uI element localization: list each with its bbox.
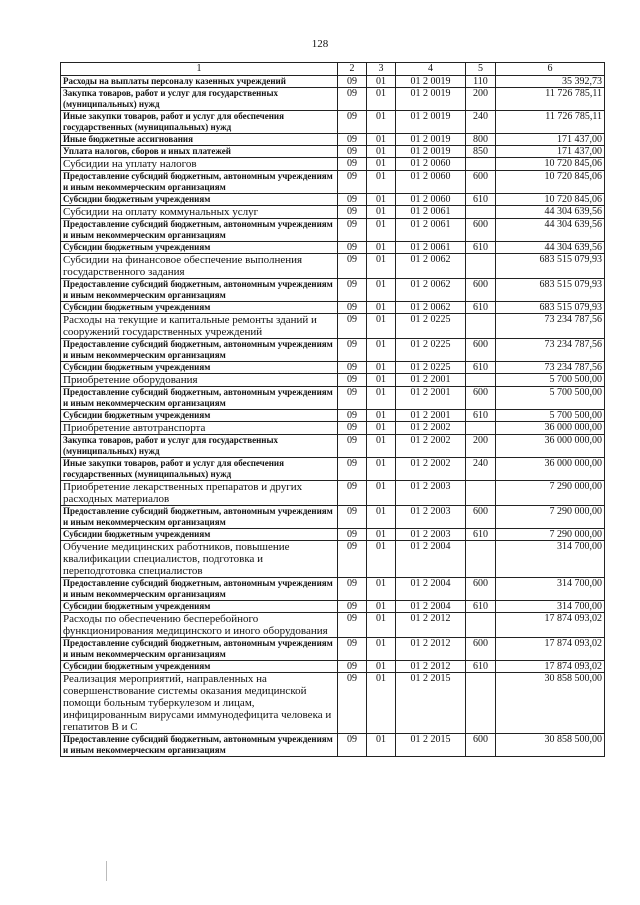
subsection-code-cell: 01 — [367, 613, 396, 638]
header-col-3: 3 — [367, 63, 396, 76]
expense-type-cell: 600 — [466, 387, 496, 410]
subsection-code-cell: 01 — [367, 506, 396, 529]
target-article-cell: 01 2 2004 — [396, 601, 466, 613]
table-body — [61, 76, 605, 757]
subsection-code-cell: 01 — [367, 158, 396, 171]
table-row — [61, 314, 605, 339]
subsection-code-cell: 01 — [367, 194, 396, 206]
row-name-cell: Уплата налогов, сборов и иных платежей — [61, 146, 338, 158]
budget-table — [60, 62, 605, 757]
section-code-cell: 09 — [338, 362, 367, 374]
table-row — [61, 506, 605, 529]
row-name-cell: Иные бюджетные ассигнования — [61, 134, 338, 146]
target-article-cell: 01 2 0061 — [396, 206, 466, 219]
subsection-code-cell: 01 — [367, 146, 396, 158]
table-row — [61, 88, 605, 111]
row-name-cell: Предоставление субсидий бюджетным, автономным учреждениям и иным некоммерческим организациям — [61, 171, 338, 194]
expense-type-cell — [466, 422, 496, 435]
target-article-cell: 01 2 2012 — [396, 661, 466, 673]
expense-type-cell: 600 — [466, 219, 496, 242]
subsection-code-cell: 01 — [367, 88, 396, 111]
row-name-cell: Субсидии бюджетным учреждениям — [61, 242, 338, 254]
table-row — [61, 578, 605, 601]
target-article-cell: 01 2 2015 — [396, 673, 466, 734]
row-name-cell: Предоставление субсидий бюджетным, автономным учреждениям и иным некоммерческим организациям — [61, 734, 338, 757]
expense-type-cell — [466, 481, 496, 506]
table-row — [61, 302, 605, 314]
amount-cell: 35 392,73 — [496, 76, 605, 88]
expense-type-cell: 610 — [466, 302, 496, 314]
section-code-cell: 09 — [338, 146, 367, 158]
table-row — [61, 206, 605, 219]
section-code-cell: 09 — [338, 481, 367, 506]
section-code-cell: 09 — [338, 613, 367, 638]
expense-type-cell — [466, 673, 496, 734]
table-row — [61, 76, 605, 88]
table-row — [61, 613, 605, 638]
subsection-code-cell: 01 — [367, 529, 396, 541]
target-article-cell: 01 2 2002 — [396, 435, 466, 458]
table-row — [61, 481, 605, 506]
amount-cell: 73 234 787,56 — [496, 314, 605, 339]
table-row — [61, 254, 605, 279]
target-article-cell: 01 2 0019 — [396, 134, 466, 146]
section-code-cell: 09 — [338, 134, 367, 146]
expense-type-cell: 240 — [466, 458, 496, 481]
target-article-cell: 01 2 2004 — [396, 578, 466, 601]
row-name-cell: Закупка товаров, работ и услуг для государственных (муниципальных) нужд — [61, 435, 338, 458]
section-code-cell: 09 — [338, 673, 367, 734]
table-row — [61, 529, 605, 541]
section-code-cell: 09 — [338, 314, 367, 339]
expense-type-cell: 600 — [466, 339, 496, 362]
table-row — [61, 362, 605, 374]
amount-cell: 7 290 000,00 — [496, 529, 605, 541]
subsection-code-cell: 01 — [367, 422, 396, 435]
subsection-code-cell: 01 — [367, 279, 396, 302]
row-name-cell: Закупка товаров, работ и услуг для государственных (муниципальных) нужд — [61, 88, 338, 111]
table-row — [61, 458, 605, 481]
expense-type-cell: 610 — [466, 362, 496, 374]
amount-cell: 314 700,00 — [496, 578, 605, 601]
section-code-cell: 09 — [338, 661, 367, 673]
target-article-cell: 01 2 2012 — [396, 638, 466, 661]
subsection-code-cell: 01 — [367, 374, 396, 387]
table-row — [61, 134, 605, 146]
expense-type-cell: 610 — [466, 661, 496, 673]
section-code-cell: 09 — [338, 206, 367, 219]
row-name-cell: Иные закупки товаров, работ и услуг для обеспечения государственных (муниципальных) нужд — [61, 458, 338, 481]
subsection-code-cell: 01 — [367, 541, 396, 578]
subsection-code-cell: 01 — [367, 206, 396, 219]
target-article-cell: 01 2 0062 — [396, 279, 466, 302]
section-code-cell: 09 — [338, 734, 367, 757]
target-article-cell: 01 2 2002 — [396, 422, 466, 435]
expense-type-cell: 200 — [466, 435, 496, 458]
row-name-cell: Субсидии на уплату налогов — [61, 158, 338, 171]
section-code-cell: 09 — [338, 374, 367, 387]
section-code-cell: 09 — [338, 578, 367, 601]
section-code-cell: 09 — [338, 219, 367, 242]
row-name-cell: Субсидии бюджетным учреждениям — [61, 194, 338, 206]
table-row — [61, 374, 605, 387]
expense-type-cell: 110 — [466, 76, 496, 88]
target-article-cell: 01 2 0225 — [396, 362, 466, 374]
target-article-cell: 01 2 0060 — [396, 171, 466, 194]
amount-cell: 73 234 787,56 — [496, 362, 605, 374]
expense-type-cell: 600 — [466, 578, 496, 601]
table-header-row — [61, 63, 605, 76]
section-code-cell: 09 — [338, 279, 367, 302]
amount-cell: 11 726 785,11 — [496, 88, 605, 111]
target-article-cell: 01 2 2003 — [396, 529, 466, 541]
target-article-cell: 01 2 2003 — [396, 481, 466, 506]
target-article-cell: 01 2 0062 — [396, 254, 466, 279]
target-article-cell: 01 2 2001 — [396, 387, 466, 410]
row-name-cell: Реализация мероприятий, направленных на совершенствование системы оказания медицинской помощи больным туберкулезом и лицам, инфицированным вирусами иммунодефицита человека и гепатитов В и С — [61, 673, 338, 734]
expense-type-cell: 610 — [466, 242, 496, 254]
target-article-cell: 01 2 2004 — [396, 541, 466, 578]
amount-cell: 36 000 000,00 — [496, 435, 605, 458]
subsection-code-cell: 01 — [367, 314, 396, 339]
expense-type-cell — [466, 374, 496, 387]
row-name-cell: Иные закупки товаров, работ и услуг для обеспечения государственных (муниципальных) нужд — [61, 111, 338, 134]
row-name-cell: Предоставление субсидий бюджетным, автономным учреждениям и иным некоммерческим организациям — [61, 638, 338, 661]
subsection-code-cell: 01 — [367, 734, 396, 757]
target-article-cell: 01 2 0225 — [396, 314, 466, 339]
subsection-code-cell: 01 — [367, 302, 396, 314]
table-row — [61, 194, 605, 206]
section-code-cell: 09 — [338, 302, 367, 314]
header-col-4: 4 — [396, 63, 466, 76]
target-article-cell: 01 2 0062 — [396, 302, 466, 314]
table-row — [61, 673, 605, 734]
expense-type-cell: 600 — [466, 279, 496, 302]
expense-type-cell — [466, 613, 496, 638]
target-article-cell: 01 2 0061 — [396, 242, 466, 254]
table-row — [61, 171, 605, 194]
section-code-cell: 09 — [338, 194, 367, 206]
row-name-cell: Субсидии бюджетным учреждениям — [61, 410, 338, 422]
table-row — [61, 387, 605, 410]
amount-cell: 10 720 845,06 — [496, 158, 605, 171]
header-col-2: 2 — [338, 63, 367, 76]
amount-cell: 5 700 500,00 — [496, 387, 605, 410]
subsection-code-cell: 01 — [367, 481, 396, 506]
expense-type-cell — [466, 158, 496, 171]
section-code-cell: 09 — [338, 541, 367, 578]
table-row — [61, 638, 605, 661]
expense-type-cell — [466, 206, 496, 219]
amount-cell: 5 700 500,00 — [496, 374, 605, 387]
section-code-cell: 09 — [338, 458, 367, 481]
expense-type-cell: 610 — [466, 529, 496, 541]
amount-cell: 11 726 785,11 — [496, 111, 605, 134]
amount-cell: 171 437,00 — [496, 146, 605, 158]
subsection-code-cell: 01 — [367, 458, 396, 481]
amount-cell: 10 720 845,06 — [496, 171, 605, 194]
amount-cell: 7 290 000,00 — [496, 506, 605, 529]
row-name-cell: Расходы на текущие и капитальные ремонты зданий и сооружений государственных учреждений — [61, 314, 338, 339]
amount-cell: 30 858 500,00 — [496, 673, 605, 734]
row-name-cell: Расходы по обеспечению бесперебойного функционирования медицинского и иного оборудования — [61, 613, 338, 638]
table-row — [61, 339, 605, 362]
subsection-code-cell: 01 — [367, 171, 396, 194]
row-name-cell: Предоставление субсидий бюджетным, автономным учреждениям и иным некоммерческим организациям — [61, 578, 338, 601]
expense-type-cell: 240 — [466, 111, 496, 134]
subsection-code-cell: 01 — [367, 339, 396, 362]
section-code-cell: 09 — [338, 506, 367, 529]
target-article-cell: 01 2 0061 — [396, 219, 466, 242]
row-name-cell: Обучение медицинских работников, повышение квалификации специалистов, подготовка и переподготовка специалистов — [61, 541, 338, 578]
table-row — [61, 410, 605, 422]
amount-cell: 17 874 093,02 — [496, 638, 605, 661]
target-article-cell: 01 2 0019 — [396, 146, 466, 158]
expense-type-cell: 610 — [466, 194, 496, 206]
expense-type-cell: 600 — [466, 734, 496, 757]
target-article-cell: 01 2 2012 — [396, 613, 466, 638]
table-row — [61, 541, 605, 578]
target-article-cell: 01 2 0225 — [396, 339, 466, 362]
scan-artifact-line — [106, 861, 107, 881]
expense-type-cell: 850 — [466, 146, 496, 158]
section-code-cell: 09 — [338, 171, 367, 194]
target-article-cell: 01 2 0060 — [396, 158, 466, 171]
amount-cell: 44 304 639,56 — [496, 206, 605, 219]
amount-cell: 683 515 079,93 — [496, 279, 605, 302]
target-article-cell: 01 2 0019 — [396, 76, 466, 88]
subsection-code-cell: 01 — [367, 134, 396, 146]
amount-cell: 683 515 079,93 — [496, 302, 605, 314]
row-name-cell: Субсидии бюджетным учреждениям — [61, 601, 338, 613]
amount-cell: 171 437,00 — [496, 134, 605, 146]
section-code-cell: 09 — [338, 435, 367, 458]
subsection-code-cell: 01 — [367, 242, 396, 254]
subsection-code-cell: 01 — [367, 76, 396, 88]
row-name-cell: Приобретение автотранспорта — [61, 422, 338, 435]
amount-cell: 17 874 093,02 — [496, 613, 605, 638]
row-name-cell: Предоставление субсидий бюджетным, автономным учреждениям и иным некоммерческим организациям — [61, 506, 338, 529]
row-name-cell: Приобретение оборудования — [61, 374, 338, 387]
amount-cell: 683 515 079,93 — [496, 254, 605, 279]
table-row — [61, 242, 605, 254]
subsection-code-cell: 01 — [367, 578, 396, 601]
table-row — [61, 661, 605, 673]
subsection-code-cell: 01 — [367, 111, 396, 134]
expense-type-cell: 610 — [466, 410, 496, 422]
header-col-6: 6 — [496, 63, 605, 76]
row-name-cell: Субсидии на финансовое обеспечение выполнения государственного задания — [61, 254, 338, 279]
subsection-code-cell: 01 — [367, 254, 396, 279]
amount-cell: 17 874 093,02 — [496, 661, 605, 673]
expense-type-cell: 800 — [466, 134, 496, 146]
subsection-code-cell: 01 — [367, 601, 396, 613]
target-article-cell: 01 2 2015 — [396, 734, 466, 757]
section-code-cell: 09 — [338, 242, 367, 254]
header-col-1: 1 — [61, 63, 338, 76]
row-name-cell: Субсидии бюджетным учреждениям — [61, 529, 338, 541]
section-code-cell: 09 — [338, 339, 367, 362]
section-code-cell: 09 — [338, 76, 367, 88]
row-name-cell: Субсидии бюджетным учреждениям — [61, 661, 338, 673]
expense-type-cell: 600 — [466, 638, 496, 661]
target-article-cell: 01 2 2003 — [396, 506, 466, 529]
section-code-cell: 09 — [338, 601, 367, 613]
table-row — [61, 601, 605, 613]
subsection-code-cell: 01 — [367, 638, 396, 661]
target-article-cell: 01 2 2001 — [396, 410, 466, 422]
subsection-code-cell: 01 — [367, 661, 396, 673]
row-name-cell: Предоставление субсидий бюджетным, автономным учреждениям и иным некоммерческим организациям — [61, 339, 338, 362]
subsection-code-cell: 01 — [367, 219, 396, 242]
header-col-5: 5 — [466, 63, 496, 76]
amount-cell: 314 700,00 — [496, 541, 605, 578]
amount-cell: 5 700 500,00 — [496, 410, 605, 422]
expense-type-cell — [466, 314, 496, 339]
table-row — [61, 734, 605, 757]
amount-cell: 30 858 500,00 — [496, 734, 605, 757]
table-row — [61, 279, 605, 302]
section-code-cell: 09 — [338, 254, 367, 279]
row-name-cell: Субсидии бюджетным учреждениям — [61, 362, 338, 374]
row-name-cell: Предоставление субсидий бюджетным, автономным учреждениям и иным некоммерческим организациям — [61, 387, 338, 410]
target-article-cell: 01 2 0019 — [396, 111, 466, 134]
row-name-cell: Субсидии бюджетным учреждениям — [61, 302, 338, 314]
subsection-code-cell: 01 — [367, 387, 396, 410]
subsection-code-cell: 01 — [367, 435, 396, 458]
page-number: 128 — [311, 38, 329, 50]
table-row — [61, 111, 605, 134]
section-code-cell: 09 — [338, 422, 367, 435]
amount-cell: 36 000 000,00 — [496, 458, 605, 481]
expense-type-cell: 610 — [466, 601, 496, 613]
section-code-cell: 09 — [338, 638, 367, 661]
section-code-cell: 09 — [338, 88, 367, 111]
row-name-cell: Приобретение лекарственных препаратов и других расходных материалов — [61, 481, 338, 506]
amount-cell: 7 290 000,00 — [496, 481, 605, 506]
section-code-cell: 09 — [338, 529, 367, 541]
table-row — [61, 422, 605, 435]
section-code-cell: 09 — [338, 111, 367, 134]
target-article-cell: 01 2 0019 — [396, 88, 466, 111]
expense-type-cell — [466, 541, 496, 578]
subsection-code-cell: 01 — [367, 673, 396, 734]
amount-cell: 73 234 787,56 — [496, 339, 605, 362]
subsection-code-cell: 01 — [367, 410, 396, 422]
section-code-cell: 09 — [338, 158, 367, 171]
row-name-cell: Предоставление субсидий бюджетным, автономным учреждениям и иным некоммерческим организациям — [61, 279, 338, 302]
amount-cell: 10 720 845,06 — [496, 194, 605, 206]
section-code-cell: 09 — [338, 387, 367, 410]
expense-type-cell: 600 — [466, 171, 496, 194]
expense-type-cell — [466, 254, 496, 279]
expense-type-cell: 200 — [466, 88, 496, 111]
amount-cell: 44 304 639,56 — [496, 242, 605, 254]
row-name-cell: Расходы на выплаты персоналу казенных учреждений — [61, 76, 338, 88]
amount-cell: 36 000 000,00 — [496, 422, 605, 435]
subsection-code-cell: 01 — [367, 362, 396, 374]
target-article-cell: 01 2 0060 — [396, 194, 466, 206]
target-article-cell: 01 2 2002 — [396, 458, 466, 481]
table-row — [61, 146, 605, 158]
table-row — [61, 219, 605, 242]
amount-cell: 44 304 639,56 — [496, 219, 605, 242]
target-article-cell: 01 2 2001 — [396, 374, 466, 387]
row-name-cell: Предоставление субсидий бюджетным, автономным учреждениям и иным некоммерческим организациям — [61, 219, 338, 242]
amount-cell: 314 700,00 — [496, 601, 605, 613]
expense-type-cell: 600 — [466, 506, 496, 529]
row-name-cell: Субсидии на оплату коммунальных услуг — [61, 206, 338, 219]
table-row — [61, 158, 605, 171]
section-code-cell: 09 — [338, 410, 367, 422]
table-row — [61, 435, 605, 458]
